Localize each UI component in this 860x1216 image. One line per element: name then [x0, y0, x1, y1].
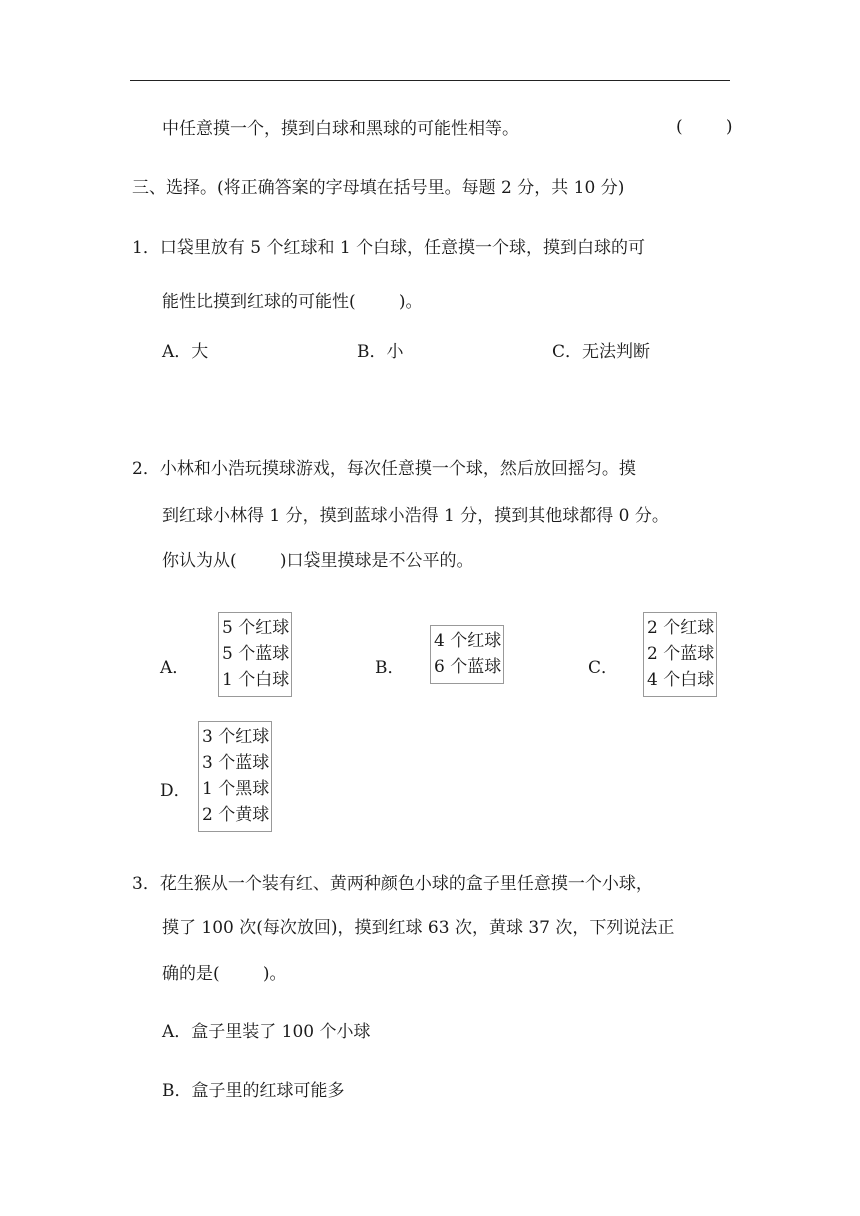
q2-option-d-box	[198, 721, 272, 832]
q3-option-a[interactable]: A．盒子里装了 100 个小球	[162, 1022, 371, 1042]
q2-option-c-item: 2 个红球	[647, 618, 715, 638]
q2-option-d-item: 3 个蓝球	[202, 753, 270, 773]
q2-option-d-item: 2 个黄球	[202, 805, 270, 825]
q2-option-a-label[interactable]: A．	[160, 658, 190, 678]
section-title: 三、选择。(将正确答案的字母填在括号里。每题 2 分，共 10 分)	[132, 178, 625, 198]
q2-option-b-item: 6 个蓝球	[434, 657, 502, 677]
q3-line2: 摸了 100 次(每次放回)，摸到红球 63 次，黄球 37 次，下列说法正	[162, 918, 675, 938]
q1-option-b[interactable]: B．小	[357, 342, 404, 362]
q1-option-c[interactable]: C．无法判断	[552, 342, 651, 362]
prev-question-text: 中任意摸一个，摸到白球和黑球的可能性相等。	[162, 119, 519, 139]
q2-option-a-item: 5 个红球	[222, 618, 290, 638]
q3-line1: 3．花生猴从一个装有红、黄两种颜色小球的盒子里任意摸一个小球，	[132, 874, 653, 894]
header-rule	[130, 80, 730, 81]
q3-option-b[interactable]: B．盒子里的红球可能多	[162, 1081, 345, 1101]
q2-option-d-item: 3 个红球	[202, 727, 270, 747]
answer-blank[interactable]: ( )	[676, 117, 733, 137]
q2-line2: 到红球小林得 1 分，摸到蓝球小浩得 1 分，摸到其他球都得 0 分。	[162, 506, 669, 526]
q2-option-b-label[interactable]: B．	[375, 658, 405, 678]
q2-option-c-label[interactable]: C．	[588, 658, 619, 678]
q2-option-c-item: 4 个白球	[647, 670, 715, 690]
q1-line2: 能性比摸到红球的可能性( )。	[162, 292, 423, 312]
q2-option-a-box	[218, 612, 292, 697]
q2-option-c-box	[643, 612, 717, 697]
q2-option-d-label[interactable]: D．	[160, 781, 191, 801]
q1-line1: 1．口袋里放有 5 个红球和 1 个白球，任意摸一个球，摸到白球的可	[132, 238, 646, 258]
q2-line3: 你认为从( )口袋里摸球是不公平的。	[162, 551, 474, 571]
q2-option-b-item: 4 个红球	[434, 631, 502, 651]
q2-option-a-item: 1 个白球	[222, 670, 290, 690]
q2-option-c-item: 2 个蓝球	[647, 644, 715, 664]
q2-option-a-item: 5 个蓝球	[222, 644, 290, 664]
q3-line3: 确的是( )。	[162, 964, 287, 984]
q2-option-b-box	[430, 625, 504, 684]
q2-option-d-item: 1 个黑球	[202, 779, 270, 799]
q2-line1: 2．小林和小浩玩摸球游戏，每次任意摸一个球，然后放回摇匀。摸	[132, 459, 636, 479]
q1-option-a[interactable]: A．大	[162, 342, 209, 362]
